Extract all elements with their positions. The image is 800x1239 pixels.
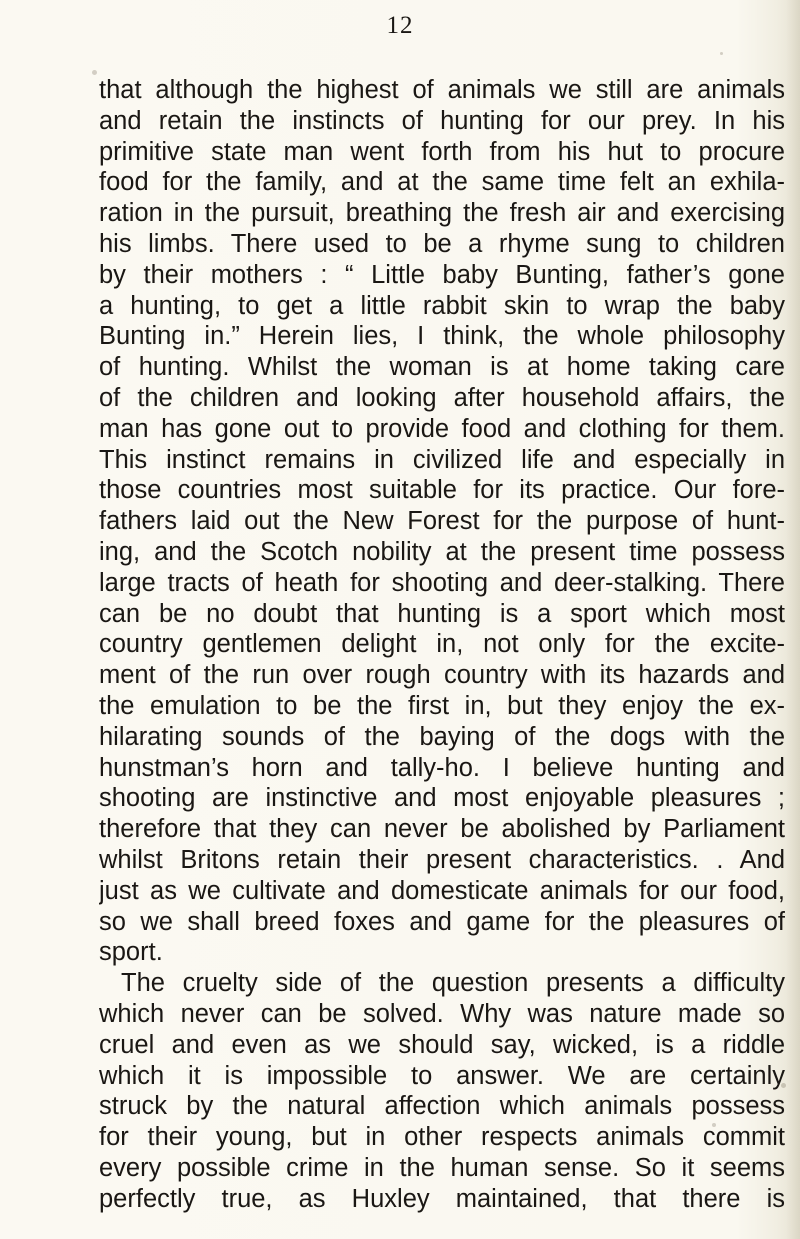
text-line: large tracts of heath for shooting and deer-stalking. There [99, 568, 785, 597]
text-line: by their mothers : “ Little baby Bunting, father’s gone [99, 260, 785, 289]
text-line: which it is impossible to answer. We are certainly [99, 1061, 785, 1090]
text-line: just as we cultivate and domesticate animals for our food, [99, 876, 785, 905]
text-line: for their young, but in other respects animals commit [99, 1123, 785, 1152]
text-line: Bunting in.” Herein lies, I think, the whole philosophy [99, 322, 785, 351]
text-line: ration in the pursuit, breathing the fresh air and exercising [99, 199, 785, 228]
text-line: of hunting. Whilst the woman is at home taking care [99, 353, 785, 382]
text-line: The cruelty side of the question presents a difficulty [121, 969, 785, 998]
text-line: man has gone out to provide food and clothing for them. [99, 414, 785, 443]
text-line: that although the highest of animals we still are animals [99, 76, 785, 104]
text-line: and retain the instincts of hunting for our prey. In his [99, 106, 785, 135]
text-line: hilarating sounds of the baying of the dogs with the [99, 722, 785, 751]
paper-speck [92, 70, 97, 75]
text-line: perfectly true, as Huxley maintained, that there is [99, 1184, 785, 1213]
text-line: hunstman’s horn and tally-ho. I believe hunting and [99, 753, 785, 782]
text-line: ing, and the Scotch nobility at the present time possess [99, 537, 785, 566]
paper-speck [712, 1123, 716, 1127]
text-line: ment of the run over rough country with its hazards and [99, 661, 785, 690]
text-line: primitive state man went forth from his hut to procure [99, 137, 785, 166]
text-line: so we shall breed foxes and game for the pleasures of [99, 907, 785, 936]
text-line: every possible crime in the human sense. So it seems [99, 1153, 785, 1182]
text-line: can be no doubt that hunting is a sport which most [99, 599, 785, 628]
text-line: the emulation to be the first in, but they enjoy the ex- [99, 691, 785, 720]
body-text [99, 75, 785, 1214]
text-line: cruel and even as we should say, wicked, is a riddle [99, 1030, 785, 1059]
text-line: whilst Britons retain their present characteristics. . And [99, 845, 785, 874]
paper-speck [781, 1083, 786, 1088]
paper-speck [720, 52, 723, 55]
text-line: his limbs. There used to be a rhyme sung to children [99, 229, 785, 258]
text-line: of the children and looking after household affairs, the [99, 383, 785, 412]
text-line: shooting are instinctive and most enjoyable pleasures ; [99, 784, 785, 813]
text-line: country gentlemen delight in, not only for the excite- [99, 630, 785, 659]
text-line: therefore that they can never be abolished by Parliament [99, 815, 785, 844]
text-line: fathers laid out the New Forest for the purpose of hunt- [99, 507, 785, 536]
text-line: food for the family, and at the same time felt an exhila- [99, 168, 785, 197]
page-number: 12 [386, 12, 414, 39]
text-line: a hunting, to get a little rabbit skin to wrap the baby [99, 291, 785, 320]
text-line: which never can be solved. Why was nature made so [99, 999, 785, 1028]
text-line: struck by the natural affection which animals possess [99, 1092, 785, 1121]
page-edge-shadow [786, 0, 800, 1239]
text-line: sport. [99, 938, 163, 967]
text-line: This instinct remains in civilized life and especially in [99, 445, 785, 474]
text-line: those countries most suitable for its practice. Our fore- [99, 476, 785, 505]
